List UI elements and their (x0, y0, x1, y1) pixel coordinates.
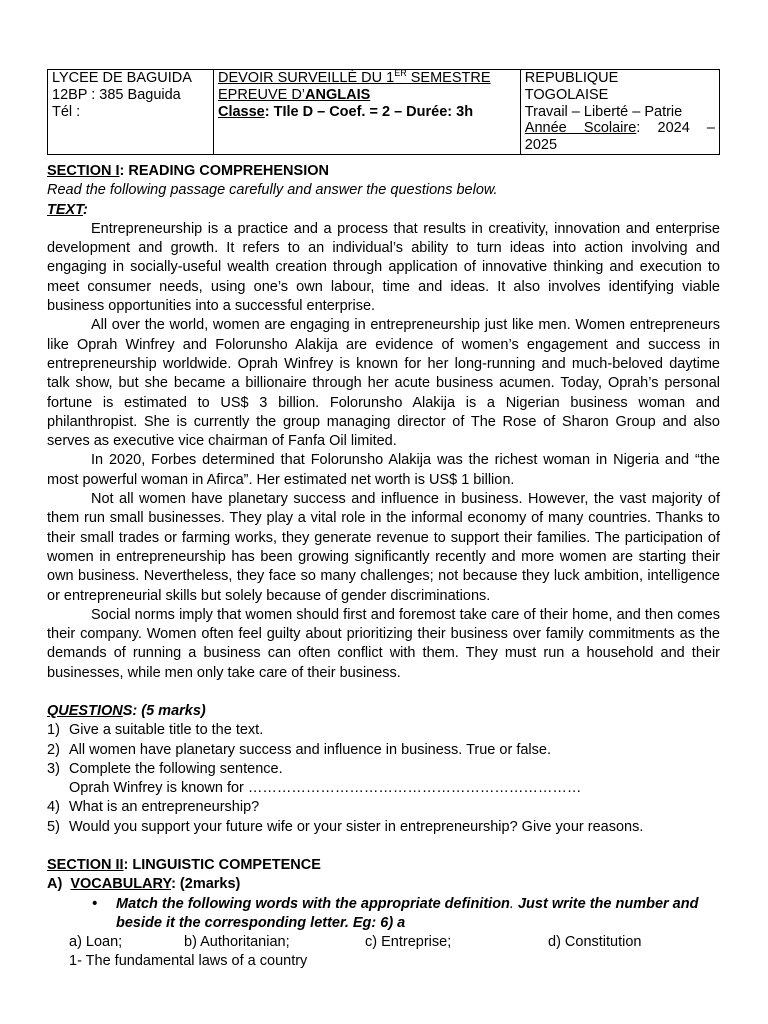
questions-title-s: S (122, 703, 133, 719)
exam-title-suffix: SEMESTRE (406, 70, 491, 86)
text-label (47, 201, 720, 220)
class-label: Classe (217, 103, 265, 120)
school-year (525, 120, 715, 137)
question-text: Would you support your future wife or your sister in entrepreneurship? Give your reasons. (69, 818, 644, 835)
question-item (47, 818, 720, 837)
option-c: c) Entreprise; (365, 934, 452, 951)
school-year-end: 2025 (524, 137, 558, 154)
text-label-u: TEXT (47, 201, 83, 218)
questions-title (47, 702, 720, 721)
question-item (47, 741, 720, 760)
paragraph-3-text: In 2020, Forbes determined that Folorunsho Alakija was the richest woman in Nigeria and “the most powerful woman in Afirca”. Her estimated net worth is US$ 1 billion. (47, 452, 720, 488)
school-name: LYCEE DE BAGUIDA (52, 70, 192, 86)
section-2-title-rest: : LINGUISTIC COMPETENCE (123, 857, 321, 874)
vocabulary-instruction (47, 895, 720, 934)
exam-title-sup: ER (394, 68, 407, 79)
vocabulary-title-u: VOCABULARY (70, 876, 172, 893)
question-number: 1) (47, 722, 60, 739)
section-1-title (47, 162, 720, 181)
instruction-dot: . (509, 895, 514, 912)
paragraph-4 (47, 490, 720, 606)
option-a: a) Loan; (69, 934, 123, 951)
section-1-title-u: SECTION I (47, 162, 120, 179)
question-text: All women have planetary success and influence in business. True or false. (69, 741, 551, 758)
option-b: b) Authoritanian; (184, 934, 290, 951)
section-2-title-u: SECTION II (47, 857, 124, 874)
country-line-1: REPUBLIQUE (524, 70, 619, 86)
country-cell (520, 70, 719, 155)
paragraph-4-text: Not all women have planetary success and influence in business. However, the vast majority of them run small businesses. They play a vital role in the informal economy of many countries. Thanks to their small trades or farming works, they generate revenue to support their families. The participation of women in entrepreneurship has been growing significantly recently and more women are starting their own business. Nevertheless, they face so many challenges; not because they luck ambition, intelligence or entrepreneurial skills but solely because of gender discriminations. (47, 491, 720, 604)
vocabulary-prefix: A) (47, 876, 71, 893)
section-1 (47, 162, 720, 683)
school-address: 12BP : 385 Baguida (52, 86, 181, 103)
paragraph-5 (47, 606, 720, 683)
subject-name: ANGLAIS (305, 86, 371, 103)
reading-instruction: Read the following passage carefully and answer the questions below. (47, 182, 498, 199)
section-2 (47, 856, 720, 971)
question-item (47, 760, 720, 779)
paragraph-1-text: Entrepreneurship is a practice and a process that results in creativity, innovation and enterprise development and growth. It refers to an individual’s ability to turn ideas into action involving and engaging in socially-useful wealth creation through application of innovative thinking and execution to meet consumer needs, using one’s own labour, time and ideas. It also involves identifying viable business opportunities into a successful enterprise. (47, 220, 720, 315)
motto: Travail – Liberté – Patrie (524, 103, 683, 120)
question-text: Complete the following sentence. (69, 760, 283, 777)
paragraph-2-text: All over the world, women are engaging in entrepreneurship just like men. Women entrepreneurs like Oprah Winfrey and Folorunsho Alakija are evidence of women’s engagement and success in entrepreneurship worldwide. Oprah Winfrey is known for her long-running and much-beloved daytime talk show, but she became a billionaire through her acute business acumen. Today, Oprah’s personal fortune is estimated to US$ 3 billion. Folorunsho Alakija is a Nigerian business woman and philanthropist. She is currently the group managing director of The Rose of Sharon Group and also serves as executive vice chairman of Fanfa Oil limited. (47, 317, 720, 450)
vocabulary-options (47, 933, 720, 952)
school-phone: Tél : (52, 103, 81, 120)
year-label: Année Scolaire (524, 120, 637, 137)
question-number: 3) (47, 760, 60, 777)
question-number: 5) (47, 818, 60, 835)
instruction-part-2: Just write the number and beside it the corresponding letter. Eg: 6) a (116, 895, 699, 931)
vocabulary-title (47, 875, 720, 894)
exam-title-text: DEVOIR SURVEILLÉ DU 1 (217, 70, 395, 86)
exam-subject (218, 87, 516, 104)
country-line-2: TOGOLAISE (524, 86, 609, 103)
definition-1: 1- The fundamental laws of a country (69, 953, 308, 970)
questions-list (47, 721, 720, 837)
question-number: 4) (47, 799, 60, 816)
question-item (47, 779, 720, 798)
header-table (47, 69, 720, 155)
question-number: 2) (47, 741, 60, 758)
question-text: Give a suitable title to the text. (69, 722, 264, 739)
option-d: d) Constitution (548, 934, 642, 951)
class-details: : TIle D – Coef. = 2 – Durée: 3h (264, 103, 474, 120)
question-text: What is an entrepreneurship? (69, 799, 260, 816)
paragraph-1 (47, 220, 720, 316)
subject-prefix: EPREUVE D’ (217, 86, 306, 103)
year-value-a: : 2024 – (636, 120, 715, 137)
question-text: Oprah Winfrey is known for …………………………………………………………… (69, 780, 582, 797)
instruction-part-1: Match the following words with the appropriate definition (116, 895, 510, 912)
exam-class (218, 104, 516, 121)
questions-title-rest: : (5 marks) (132, 703, 206, 719)
bullet-icon: • (92, 895, 98, 912)
paragraph-5-text: Social norms imply that women should first and foremost take care of their home, and then comes their company. Women often feel guilty about prioritizing their business over family commitments as the demands of running a business can often conflict with them. They must run a household and their businesses, while men only take care of their business. (47, 606, 720, 681)
text-label-colon: : (82, 201, 88, 218)
paragraph-2 (47, 316, 720, 451)
questions-block (47, 702, 720, 837)
question-item (47, 721, 720, 740)
exam-cell (213, 70, 520, 155)
vocabulary-marks: : (2marks) (171, 876, 241, 893)
section-1-title-rest: : READING COMPREHENSION (119, 162, 329, 179)
section-2-title (47, 856, 720, 875)
paragraph-3 (47, 451, 720, 490)
questions-title-u: QUESTION (47, 703, 123, 719)
question-item (47, 798, 720, 817)
school-cell (48, 70, 214, 155)
exam-title (218, 70, 516, 87)
